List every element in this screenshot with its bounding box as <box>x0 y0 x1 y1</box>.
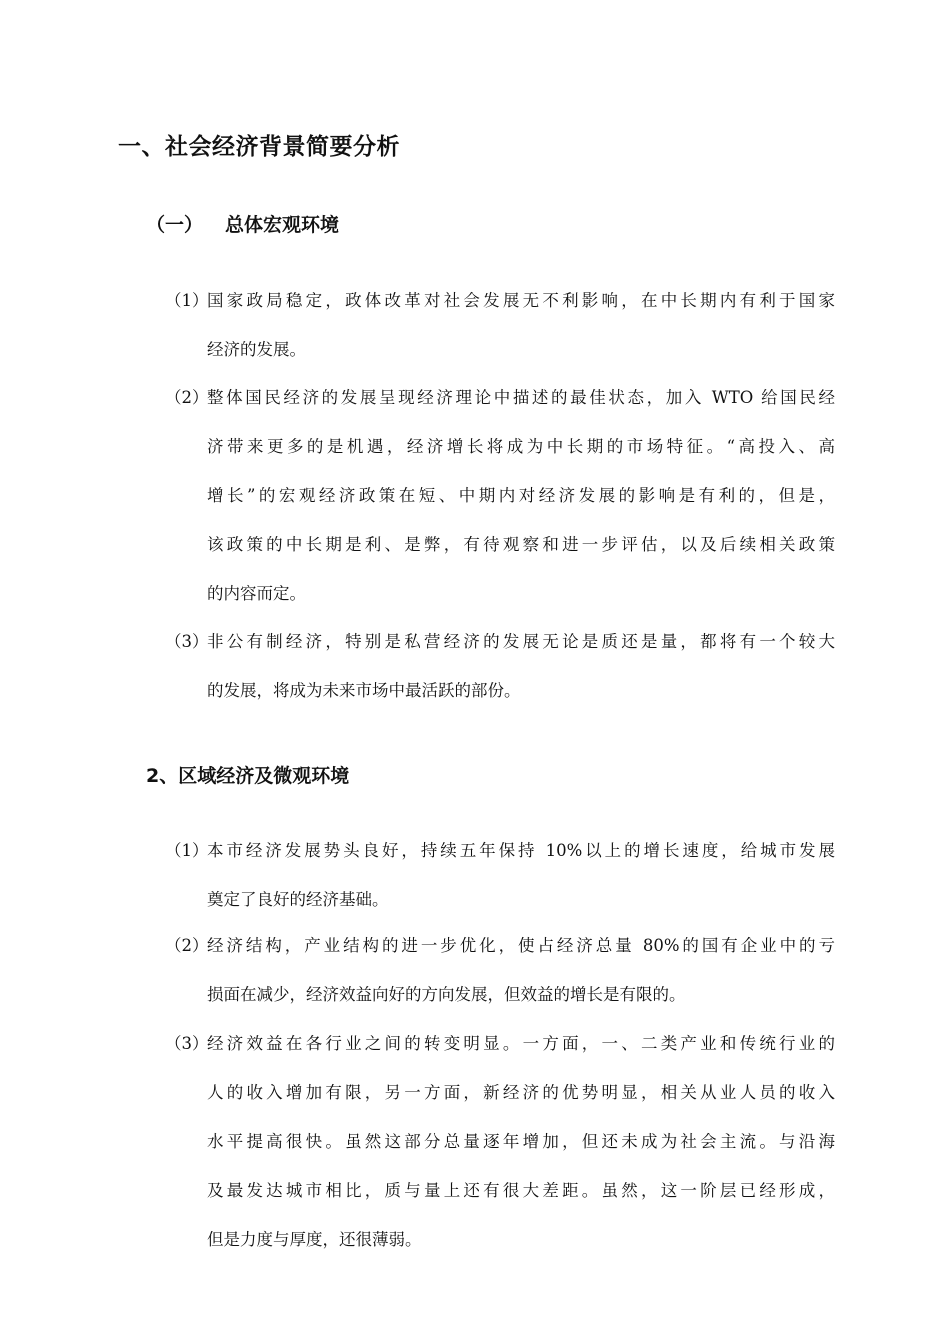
paragraph-line: 整体国民经济的发展呈现经济理论中描述的最佳状态，加入 WTO 给国民经 <box>207 388 835 407</box>
section-title: 总体宏观环境 <box>225 214 340 236</box>
paragraph-line: 经济的发展。 <box>207 340 306 359</box>
paragraph-line: 及最发达城市相比，质与量上还有很大差距。虽然，这一阶层已经形成， <box>207 1181 835 1200</box>
list-item-number: （2） <box>165 388 209 407</box>
paragraph-line: 的内容而定。 <box>207 584 306 603</box>
list-item <box>165 921 835 1019</box>
section-heading-2: 2、区域经济及微观环境 <box>146 765 350 787</box>
list-item-number: （3） <box>165 1034 209 1053</box>
list-item-number: （1） <box>165 841 209 860</box>
list-item <box>165 617 835 715</box>
paragraph-line: 损面在减少，经济效益向好的方向发展，但效益的增长是有限的。 <box>207 985 686 1004</box>
paragraph-line: 奠定了良好的经济基础。 <box>207 890 389 909</box>
list-item <box>165 1019 835 1264</box>
paragraph-line: 经济结构，产业结构的进一步优化，使占经济总量 80%的国有企业中的亏 <box>207 936 835 955</box>
section-number: （一） <box>146 214 204 236</box>
paragraph-line: 水平提高很快。虽然这部分总量逐年增加，但还未成为社会主流。与沿海 <box>207 1132 835 1151</box>
list-item-number: （3） <box>165 632 209 651</box>
paragraph-line: 济带来更多的是机遇，经济增长将成为中长期的市场特征。“高投入、高 <box>207 437 835 456</box>
paragraph-line: 本市经济发展势头良好，持续五年保持 10%以上的增长速度，给城市发展 <box>207 841 835 860</box>
section-heading-1 <box>146 210 339 240</box>
paragraph-line: 国家政局稳定，政体改革对社会发展无不利影响，在中长期内有利于国家 <box>207 291 835 310</box>
list-item-number: （2） <box>165 936 209 955</box>
list-item-number: （1） <box>165 291 209 310</box>
list-item <box>165 373 835 618</box>
paragraph-line: 的发展，将成为未来市场中最活跃的部份。 <box>207 681 521 700</box>
list-item <box>165 276 835 374</box>
paragraph-line: 该政策的中长期是利、是弊，有待观察和进一步评估，以及后续相关政策 <box>207 535 835 554</box>
paragraph-line: 人的收入增加有限，另一方面，新经济的优势明显，相关从业人员的收入 <box>207 1083 835 1102</box>
paragraph-line: 但是力度与厚度，还很薄弱。 <box>207 1230 422 1249</box>
paragraph-line: 增长”的宏观经济政策在短、中期内对经济发展的影响是有利的，但是， <box>207 486 835 505</box>
list-item <box>165 826 835 924</box>
chapter-heading: 一、社会经济背景简要分析 <box>118 134 400 160</box>
paragraph-line: 经济效益在各行业之间的转变明显。一方面，一、二类产业和传统行业的 <box>207 1034 835 1053</box>
paragraph-line: 非公有制经济，特别是私营经济的发展无论是质还是量，都将有一个较大 <box>207 632 835 651</box>
